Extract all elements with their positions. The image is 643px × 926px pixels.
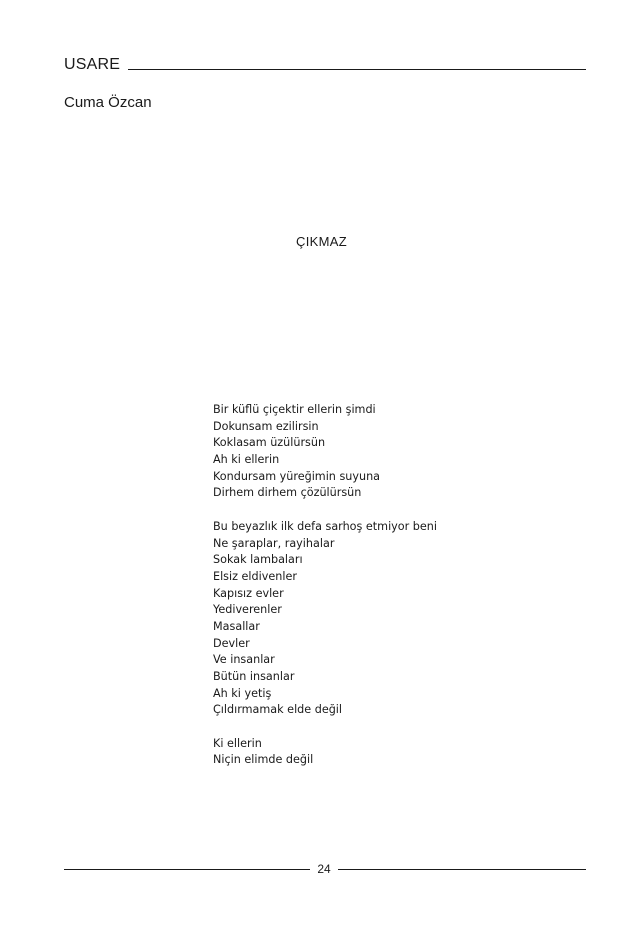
poem-line: Masallar <box>213 619 260 633</box>
poem-line: Ah ki yetiş <box>213 686 272 700</box>
poem-line: Bütün insanlar <box>213 670 295 683</box>
poem-line: Elsiz eldivenler <box>213 569 297 583</box>
footer-rule-left <box>64 869 310 870</box>
poem-line: Ah ki ellerin <box>213 453 280 467</box>
page-footer <box>64 861 586 877</box>
journal-title: USARE <box>64 56 121 73</box>
footer-rule-right <box>338 869 586 870</box>
poem-line: Ki ellerin <box>213 736 262 750</box>
stanza <box>213 736 543 769</box>
poem-body <box>213 402 543 786</box>
author-name: Cuma Özcan <box>64 94 152 111</box>
poem-line: Devler <box>213 636 250 650</box>
poem-line: Yediverenler <box>213 603 282 617</box>
stanza <box>213 519 543 719</box>
poem-line: Bir küflü çiçektir ellerin şimdi <box>213 403 376 416</box>
poem-line: Koklasam üzülürsün <box>213 436 326 450</box>
poem-line: Ve insanlar <box>213 653 275 667</box>
page-number: 24 <box>317 862 331 876</box>
poem-line: Niçin elimde değil <box>213 753 314 767</box>
poem-line: Çıldırmamak elde değil <box>213 703 343 717</box>
poem-line: Kondursam yüreğimin suyuna <box>213 469 381 483</box>
poem-line: Ne şaraplar, rayihalar <box>213 536 335 550</box>
stanza <box>213 402 543 502</box>
poem-line: Sokak lambaları <box>213 553 303 567</box>
poem-line: Kapısız evler <box>213 586 284 600</box>
poem-line: Dokunsam ezilirsin <box>213 419 319 433</box>
poem-line: Bu beyazlık ilk defa sarhoş etmiyor beni <box>213 519 437 533</box>
poem-line: Dirhem dirhem çözülürsün <box>213 486 362 500</box>
poem-title: ÇIKMAZ <box>296 234 347 249</box>
header-rule <box>128 69 586 70</box>
running-header <box>64 57 586 73</box>
